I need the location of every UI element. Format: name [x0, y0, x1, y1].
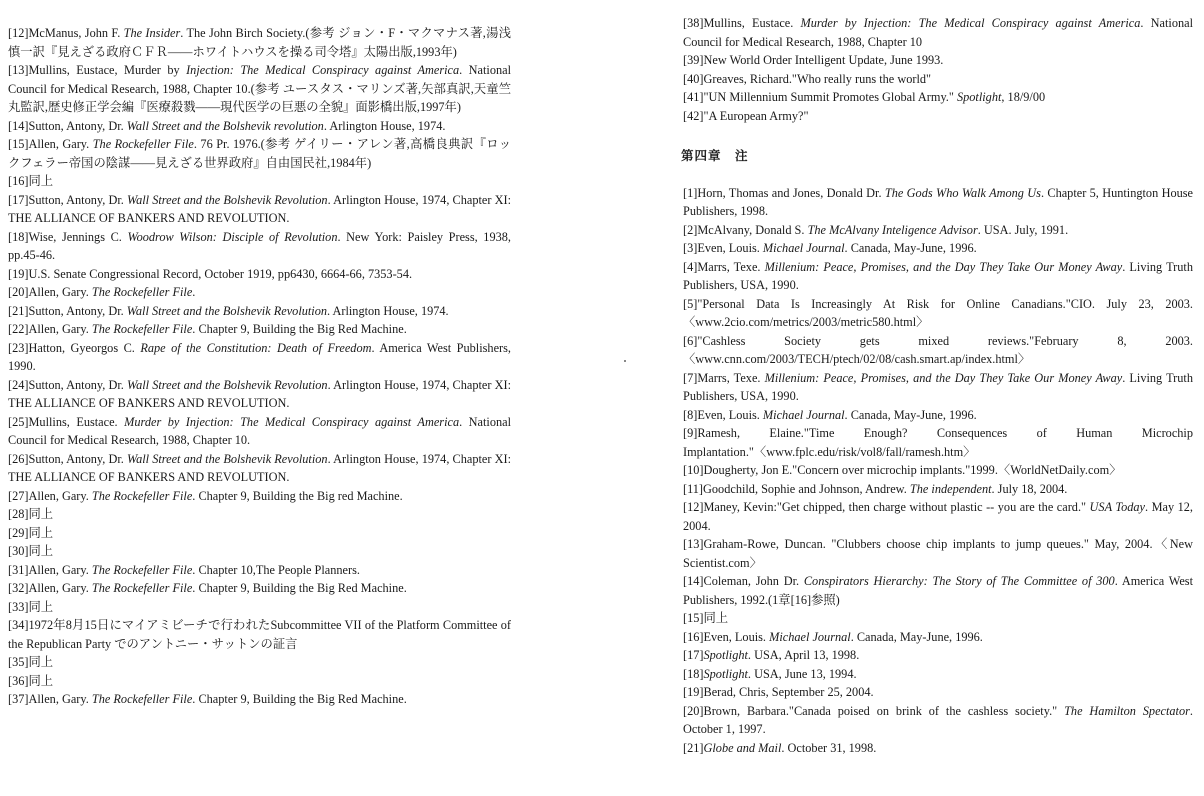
footnote-number: [16] [683, 629, 704, 644]
footnote-title: The Rockefeller File [92, 137, 194, 151]
footnote-text: 同上 [28, 525, 54, 540]
footnote [8, 265, 511, 284]
footnote [8, 339, 511, 376]
footnote-text: 同上 [28, 599, 54, 614]
footnote [683, 683, 1193, 702]
footnote-text: . Canada, May-June, 1996. [844, 241, 977, 255]
footnote-text: . The John Birch Society.(参考 ジョン・F・マクマナス著,湯浅慎一訳『見えざる政府ＣＦＲ――ホワイトハウスを操る司令塔』太陽出版,1993年) [8, 26, 512, 59]
footnote-text: Allen, Gary. [28, 285, 92, 299]
footnote-text: . USA, June 13, 1994. [747, 666, 857, 681]
footnote-text: "Personal Data Is Increasingly At Risk for Online Canadians."CIO. July 23, 2003.〈www.2cio.com/metrics/2003/metric580.html〉 [683, 296, 1193, 329]
footnote-number: [40] [683, 71, 704, 86]
footnote [683, 184, 1193, 221]
footnote-text: . USA, April 13, 1998. [747, 648, 860, 662]
footnote-title: Wall Street and the Bolshevik Revolution [126, 192, 328, 207]
footnote [8, 672, 511, 691]
footnote-text: . New York: Paisley Press, 1938, pp.45-46. [8, 229, 511, 262]
footnote-text: 同上 [703, 611, 729, 625]
footnote [8, 579, 511, 598]
footnote-number: [4] [683, 259, 698, 274]
footnote-text: Sutton, Antony, Dr. [28, 303, 127, 318]
footnote [8, 524, 511, 543]
footnote [8, 228, 511, 265]
page-mark [624, 360, 626, 362]
footnote [683, 406, 1193, 425]
footnote [683, 739, 1193, 758]
footnote-text: McAlvany, Donald S. [697, 222, 808, 237]
footnote-number: [14] [683, 574, 704, 588]
footnote-text: Ramesh, Elaine."Time Enough? Consequences of Human Microchip Implantation."〈www.fplc.edu/risk/vol8/fall/ramesh.htm〉 [683, 426, 1193, 459]
footnote-title: Michael Journal [769, 629, 851, 644]
footnote-text: Allen, Gary. [28, 322, 92, 336]
footnote-text: Horn, Thomas and Jones, Donald Dr. [697, 185, 885, 200]
footnote-number: [35] [8, 655, 29, 669]
footnote-number: [42] [683, 108, 704, 123]
footnote-number: [17] [8, 192, 29, 207]
footnote-text: Sutton, Antony, Dr. [28, 451, 127, 466]
footnote-number: [37] [8, 692, 29, 706]
footnote-number: [34] [8, 618, 29, 632]
footnote-text: . Arlington House, 1974, Chapter XI: THE ALLIANCE OF BANKERS AND REVOLUTION. [8, 451, 511, 484]
footnote-number: [18] [683, 666, 704, 681]
footnote-number: [23] [8, 340, 29, 355]
footnote-text: . Living Truth Publishers, USA, 1990. [683, 259, 1193, 292]
footnote-text: Maney, Kevin:"Get chipped, then charge without plastic -- you are the card." [703, 500, 1090, 514]
footnote-text: Sutton, Antony, Dr. [28, 377, 127, 392]
footnote-title: Wall Street and the Bolshevik Revolution [126, 451, 328, 466]
footnote-title: The Insider [123, 26, 181, 40]
chapter-heading: 第四章 注 [681, 148, 749, 163]
footnote [683, 609, 1193, 628]
footnote-title: Woodrow Wilson: Disciple of Revolution [127, 229, 338, 244]
footnote [8, 283, 511, 302]
footnote-text: , 18/9/00 [1001, 90, 1046, 104]
footnote-title: The independent [909, 481, 992, 496]
footnote [8, 302, 511, 321]
footnote-text: . America West Publishers, 1992.(1章[16]参照) [683, 574, 1194, 607]
footnote-text: . July 18, 2004. [991, 481, 1068, 496]
footnote-text: McManus, John F. [28, 26, 124, 40]
footnote-text: "Cashless Society gets mixed reviews."February 8, 2003.〈www.cnn.com/2003/TECH/ptech/02/08/cash.smart.ap/index.html〉 [683, 333, 1193, 366]
footnote-text: . Canada, May-June, 1996. [844, 407, 977, 422]
footnote-text: . National Council for Medical Research, 1988, Chapter 10. [8, 414, 511, 447]
footnote-text: New World Order Intelligent Update, June 1993. [703, 53, 944, 67]
footnote [8, 487, 511, 506]
footnote-text: "A European Army?" [703, 108, 809, 123]
right-column [683, 14, 1193, 757]
footnote-number: [7] [683, 370, 698, 385]
footnote [8, 616, 511, 653]
footnote-text: 同上 [28, 673, 54, 688]
footnote-text: . Chapter 5, Huntington House Publishers, 1998. [683, 185, 1193, 218]
footnote-number: [20] [8, 285, 29, 299]
footnote-text: . Living Truth Publishers, USA, 1990. [683, 370, 1193, 403]
footnote-title: The Rockefeller File [91, 562, 193, 577]
footnote [683, 332, 1193, 369]
footnote-text: Coleman, John Dr. [703, 574, 804, 588]
footnote [683, 88, 1193, 107]
footnote-title: Wall Street and the Bolshevik revolution [126, 118, 324, 133]
footnote [8, 413, 511, 450]
footnote [683, 258, 1193, 295]
footnote-title: Millenium: Peace, Promises, and the Day They Take Our Money Away [764, 370, 1123, 385]
footnote [8, 542, 511, 561]
footnote-text: Berad, Chris, September 25, 2004. [703, 685, 874, 699]
footnote [8, 135, 511, 172]
footnote-number: [31] [8, 562, 29, 577]
footnote [8, 376, 511, 413]
footnote-title: Murder by Injection: The Medical Conspiracy against America [124, 414, 460, 429]
footnote-text: . America West Publishers, 1990. [8, 340, 511, 373]
footnote [8, 690, 511, 709]
footnote-text: . May 12, 2004. [683, 500, 1193, 533]
footnote [683, 221, 1193, 240]
footnote-number: [11] [683, 481, 704, 496]
footnote [683, 51, 1193, 70]
footnote-text: Greaves, Richard."Who really runs the world" [703, 71, 932, 86]
footnote [683, 572, 1193, 609]
footnote-text: 同上 [28, 655, 54, 669]
footnote-title: Millenium: Peace, Promises, and the Day They Take Our Money Away [764, 259, 1123, 274]
footnote [683, 646, 1193, 665]
footnote-title: The Hamilton Spectator [1064, 703, 1190, 718]
footnote-title: The McAlvany Inteligence Advisor [807, 222, 978, 237]
footnote-title: Rape of the Constitution: Death of Freedom [140, 340, 372, 355]
footnote-text: 同上 [28, 174, 54, 188]
footnote-text: Allen, Gary. [28, 488, 92, 503]
footnote-text: 同上 [28, 507, 54, 521]
footnote [683, 14, 1193, 51]
footnote-title: Wall Street and the Bolshevik Revolution [126, 303, 328, 318]
footnote [8, 117, 511, 136]
footnote-number: [6] [683, 333, 698, 348]
footnote [8, 450, 511, 487]
footnote-text: Mullins, Eustace. [28, 414, 125, 429]
footnote-text: . October 31, 1998. [781, 740, 877, 755]
footnote-text: Even, Louis. [703, 629, 770, 644]
footnote-text: U.S. Senate Congressional Record, October 1919, pp6430, 6664-66, 7353-54. [28, 266, 413, 281]
footnote [683, 424, 1193, 461]
footnote [683, 702, 1193, 739]
footnote-title: Murder by Injection: The Medical Conspiracy against America [800, 16, 1141, 30]
footnote-text: Wise, Jennings C. [28, 229, 128, 244]
footnote-number: [29] [8, 525, 29, 540]
footnote-text: . Canada, May-June, 1996. [850, 629, 983, 644]
footnote-number: [9] [683, 426, 698, 440]
footnote-text: . USA. July, 1991. [977, 222, 1069, 237]
footnote-number: [24] [8, 377, 29, 392]
left-column [8, 24, 511, 709]
footnote [8, 598, 511, 617]
footnote-number: [10] [683, 463, 704, 477]
footnote-text: . National Council for Medical Research, 1988, Chapter 10.(参考 ユースタス・マリンズ著,矢部真訳,天童竺丸監訳,歴史修正学会編『医療殺戮――現代医学の巨悪の全貌』面影橋出版,1997年) [8, 63, 511, 114]
footnote-title: Injection: The Medical Conspiracy against America [186, 63, 460, 77]
footnote-text: Marrs, Texe. [697, 370, 765, 385]
footnote-text: Allen, Gary. [28, 581, 92, 595]
footnote-text: . National Council for Medical Research, 1988, Chapter 10 [683, 16, 1193, 49]
footnote-text: Goodchild, Sophie and Johnson, Andrew. [703, 481, 910, 496]
footnote-title: Spotlight [956, 90, 1002, 104]
footnote-number: [36] [8, 673, 29, 688]
footnote [683, 239, 1193, 258]
footnote-text: . [192, 285, 196, 299]
footnote-number: [15] [8, 137, 29, 151]
footnote-number: [33] [8, 599, 29, 614]
footnote-title: Spotlight [703, 648, 748, 662]
footnote [8, 191, 511, 228]
footnote-title: USA Today [1089, 500, 1145, 514]
footnote-title: The Rockefeller File [91, 488, 193, 503]
footnote-number: [14] [8, 118, 29, 133]
footnote-number: [27] [8, 488, 29, 503]
footnote-text: Sutton, Antony, Dr. [28, 192, 127, 207]
footnote-number: [12] [8, 26, 29, 40]
footnote-text: 同上 [28, 544, 54, 558]
footnote-text: . Chapter 9, Building the Big Red Machine. [192, 581, 407, 595]
footnote [683, 107, 1193, 126]
footnote-number: [32] [8, 581, 29, 595]
footnote-text: . Arlington House, 1974, Chapter XI: THE ALLIANCE OF BANKERS AND REVOLUTION. [8, 377, 511, 410]
footnote-title: The Rockefeller File [91, 581, 193, 595]
footnote-title: Globe and Mail [703, 740, 782, 755]
footnote [683, 295, 1193, 332]
footnote-text: "UN Millennium Summit Promotes Global Army." [703, 90, 957, 104]
footnote-number: [1] [683, 185, 698, 200]
footnote [683, 70, 1193, 89]
footnote [683, 665, 1193, 684]
footnote-number: [20] [683, 703, 704, 718]
footnote-number: [8] [683, 407, 698, 422]
footnote-text: Mullins, Eustace, Murder by [28, 63, 187, 77]
footnote-title: Wall Street and the Bolshevik Revolution [126, 377, 328, 392]
footnote-number: [13] [8, 63, 29, 77]
footnote-number: [19] [683, 685, 704, 699]
footnote [8, 653, 511, 672]
footnote-number: [28] [8, 507, 29, 521]
footnote [8, 561, 511, 580]
footnote-number: [41] [683, 90, 704, 104]
footnote [683, 628, 1193, 647]
footnote-text: . Arlington House, 1974. [323, 118, 446, 133]
footnote-text: . 76 Pr. 1976.(参考 ゲイリー・アレン著,高橋良典訳『ロックフェラー帝国の陰謀――見えざる世界政府』自由国民社,1984年) [8, 137, 511, 170]
footnote-text: Sutton, Antony, Dr. [28, 118, 127, 133]
footnote-number: [2] [683, 222, 698, 237]
footnote-text: Allen, Gary. [28, 562, 92, 577]
footnote-text: Brown, Barbara."Canada poised on brink of the cashless society." [703, 703, 1065, 718]
footnote-number: [25] [8, 414, 29, 429]
footnote-number: [5] [683, 296, 698, 311]
footnote-number: [17] [683, 648, 704, 662]
footnote-text: Even, Louis. [697, 407, 763, 422]
footnote-number: [26] [8, 451, 29, 466]
footnote-title: Michael Journal [762, 241, 845, 255]
footnote-text: . Arlington House, 1974, Chapter XI: THE ALLIANCE OF BANKERS AND REVOLUTION. [8, 192, 511, 225]
footnote-number: [15] [683, 611, 704, 625]
footnote-text: Dougherty, Jon E."Concern over microchip implants."1999.〈WorldNetDaily.com〉 [703, 463, 1122, 477]
footnote [683, 498, 1193, 535]
footnote-text: Allen, Gary. [28, 137, 93, 151]
footnote [8, 172, 511, 191]
footnote-number: [22] [8, 322, 29, 336]
footnote-text: Graham-Rowe, Duncan. "Clubbers choose chip implants to jump queues." May, 2004.〈New Scientist.com〉 [683, 537, 1193, 570]
footnote-text: Allen, Gary. [28, 692, 92, 706]
footnote-number: [38] [683, 16, 704, 30]
footnote-number: [13] [683, 537, 704, 551]
footnote-title: Spotlight [703, 666, 748, 681]
footnote-text: 1972年8月15日にマイアミビーチで行われたSubcommittee VII of the Platform Committee of the Republican Party でのアントニー・サットンの証言 [8, 618, 511, 651]
footnote-number: [16] [8, 174, 29, 188]
footnote-number: [21] [683, 740, 704, 755]
footnote [8, 24, 511, 61]
footnote-text: Mullins, Eustace. [703, 16, 801, 30]
footnote-title: Conspirators Hierarchy: The Story of The Committee of 300 [803, 574, 1115, 588]
footnote-text: . Chapter 9, Building the Big red Machine. [192, 488, 403, 503]
footnote-number: [30] [8, 544, 29, 558]
footnote-text: . Chapter 9, Building the Big Red Machine. [192, 322, 407, 336]
footnote-number: [12] [683, 500, 704, 514]
footnote-title: Michael Journal [762, 407, 845, 422]
footnote-number: [18] [8, 229, 29, 244]
footnote [683, 480, 1193, 499]
footnote-text: . Chapter 9, Building the Big Red Machine. [192, 692, 407, 706]
footnote-title: The Gods Who Walk Among Us [884, 185, 1041, 200]
footnote-text: . Arlington House, 1974. [327, 303, 449, 318]
footnote-text: Marrs, Texe. [697, 259, 765, 274]
footnote-text: . October 1, 1997. [683, 703, 1193, 736]
footnote-number: [19] [8, 266, 29, 281]
footnote [683, 369, 1193, 406]
footnote-number: [39] [683, 53, 704, 67]
footnote [683, 461, 1193, 480]
footnote [683, 535, 1193, 572]
footnote-text: Even, Louis. [697, 241, 763, 255]
footnote-number: [21] [8, 303, 29, 318]
footnote [8, 505, 511, 524]
footnote-number: [3] [683, 241, 698, 255]
footnote-text: . Chapter 10,The People Planners. [192, 562, 360, 577]
footnote [8, 320, 511, 339]
footnote [8, 61, 511, 117]
footnote-title: The Rockefeller File [91, 692, 193, 706]
footnote-text: Hatton, Gyeorgos C. [28, 340, 141, 355]
footnote-title: The Rockefeller File [91, 285, 193, 299]
footnote-title: The Rockefeller File [91, 322, 193, 336]
